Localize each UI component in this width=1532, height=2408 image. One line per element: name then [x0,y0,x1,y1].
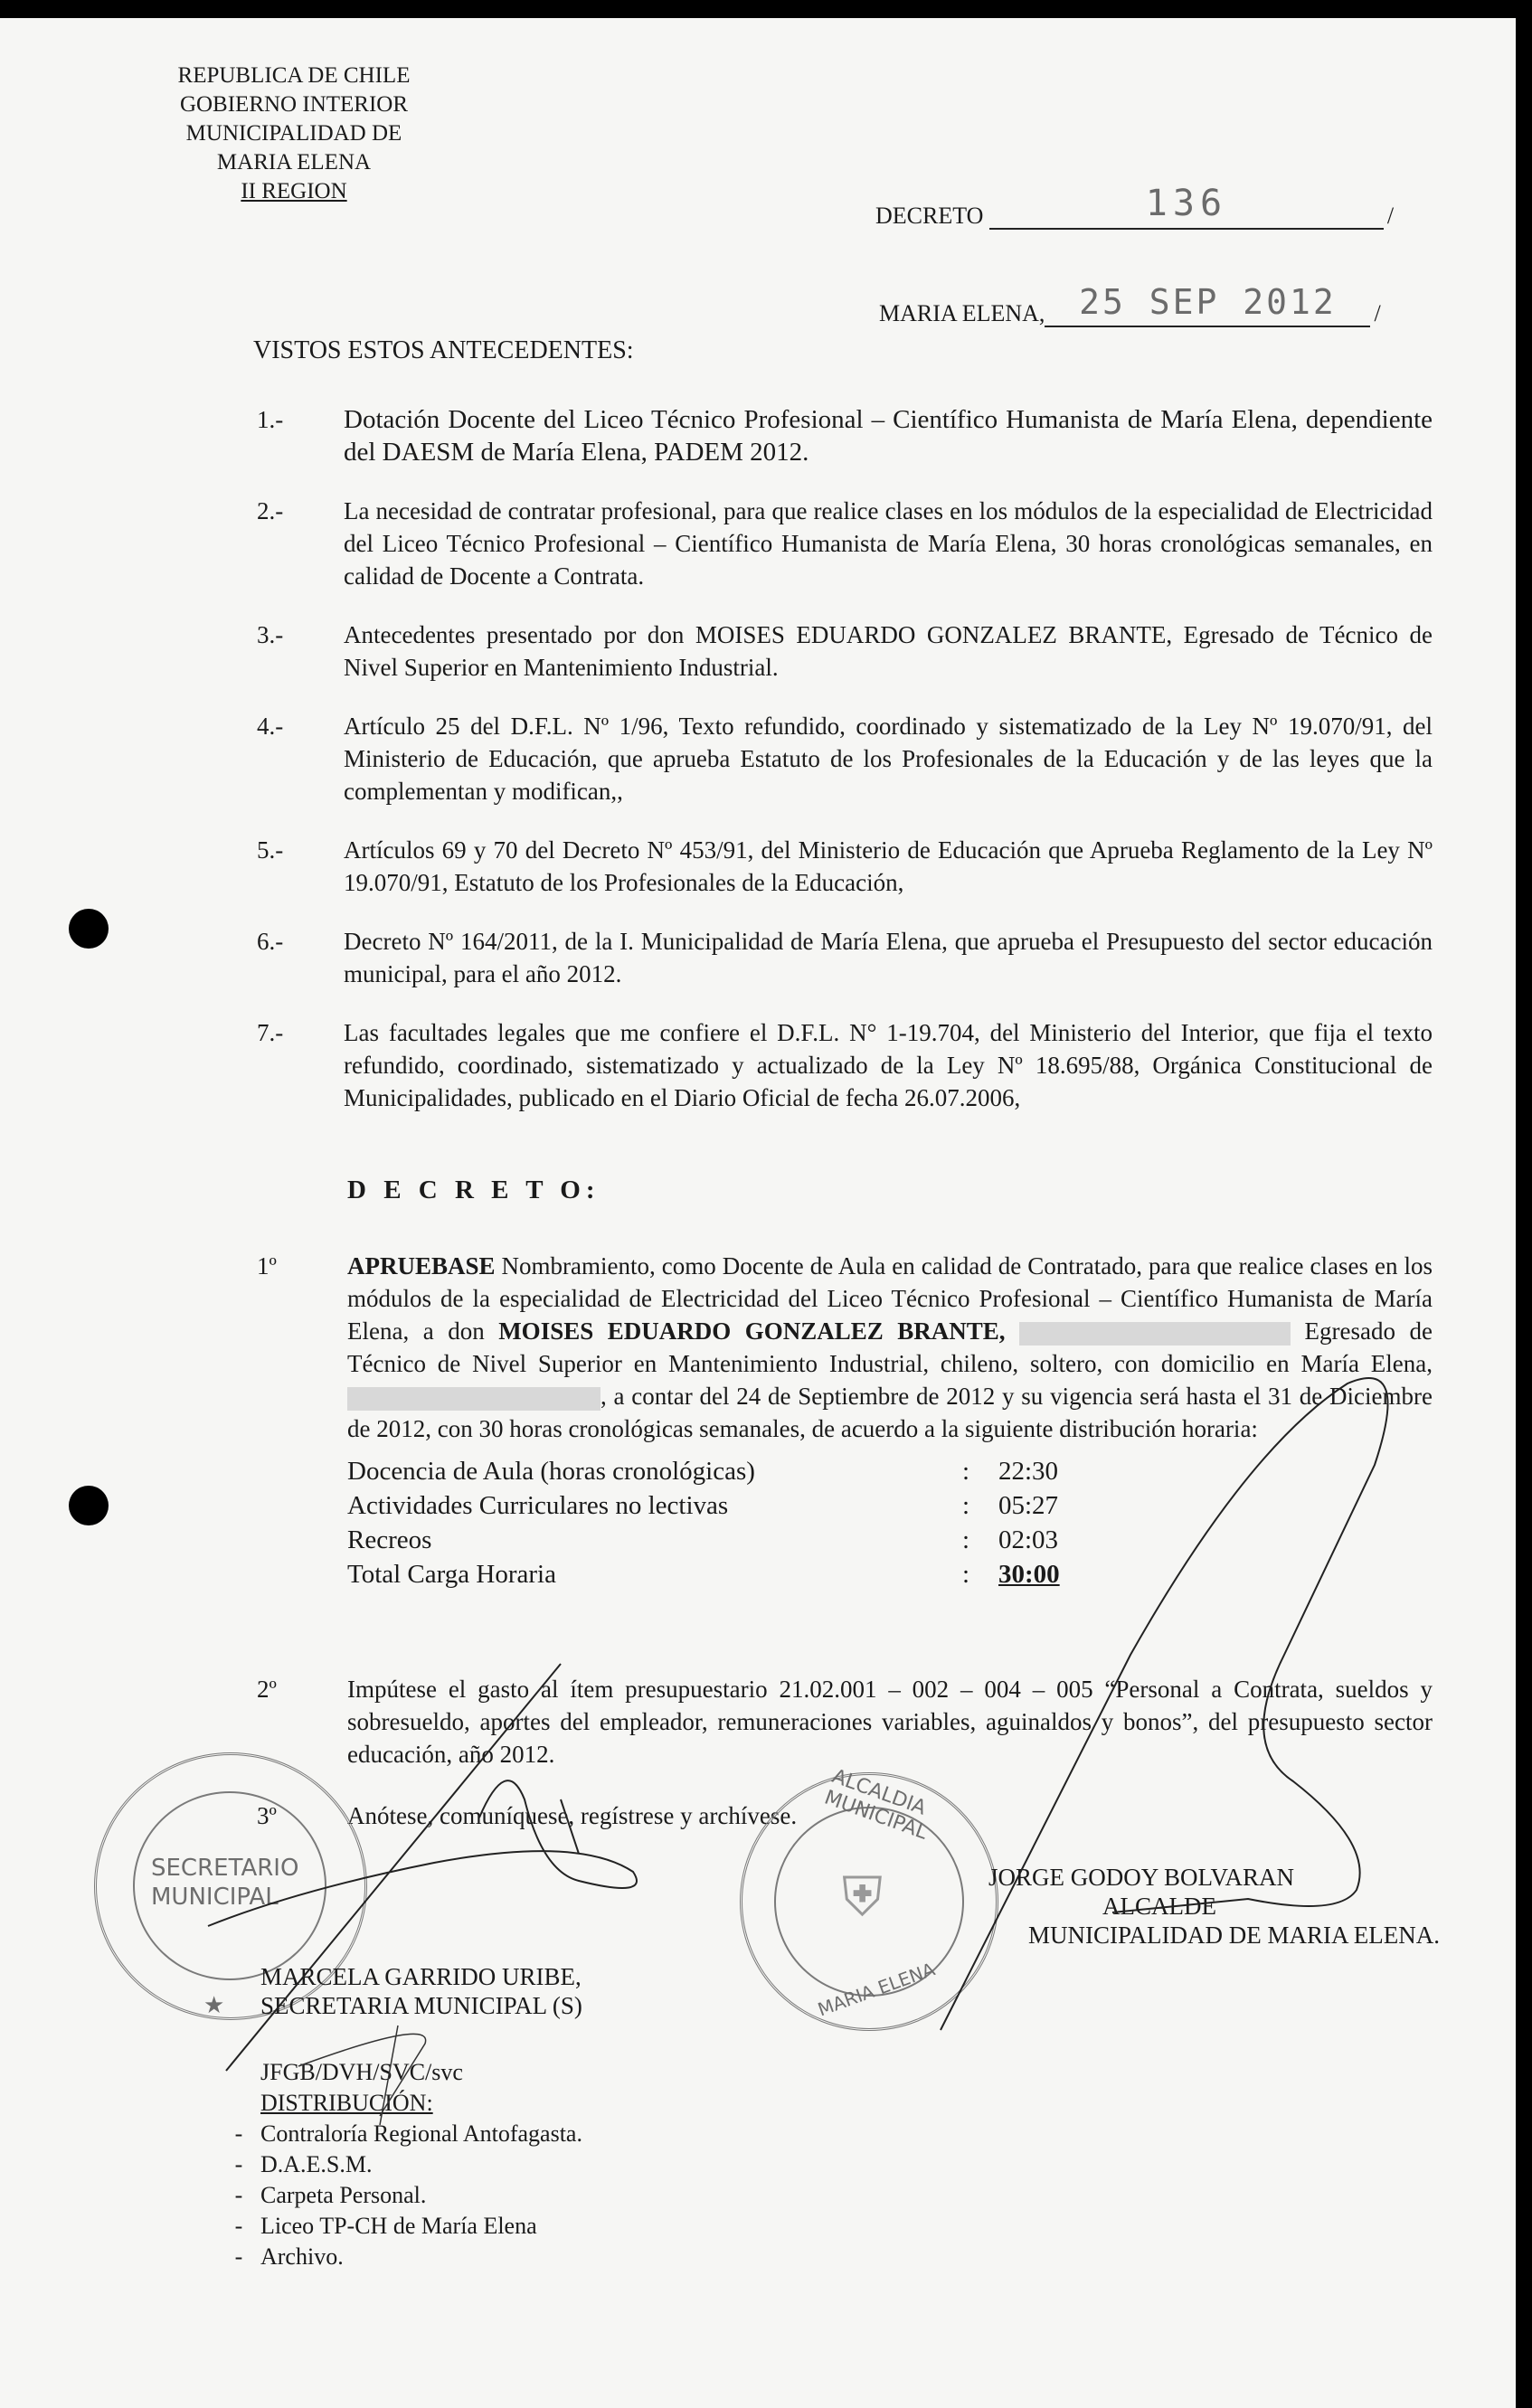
schedule-label: Actividades Curriculares no lectivas [347,1491,729,1520]
item-text: Artículo 25 del D.F.L. Nº 1/96, Texto refundido, coordinado y sistematizado de la Ley Nº 19.070/91, del Ministerio de Educación, que aprueba Estatuto de los Profesionales de la Educación y de las leyes que la complementan y modifican,, [344,713,1433,805]
secretary-signature-block [260,1962,582,2020]
schedule-separator: : [962,1457,970,1486]
antecedente-item [257,619,1433,684]
distribution-item [217,2119,582,2149]
resolution-text [347,1250,1433,1445]
schedule-row [347,1488,1060,1523]
distribution-item [217,2242,582,2272]
scan-right-border [1516,18,1532,2408]
mayor-name: JORGE GODOY BOLVARAN [988,1864,1295,1891]
date-stamp: 25 SEP 2012 [1079,282,1337,322]
bullet: - [234,2120,243,2147]
resolution-text-b: Egresado de Técnico de Nivel Superior en Mantenimiento Industrial, chileno, soltero, con domicilio en María Elena, [347,1317,1433,1377]
item-text: Decreto Nº 164/2011, de la I. Municipalidad de María Elena, que aprueba el Presupuesto del sector educación municipal, para el año 2012. [344,928,1433,987]
item-number: 4.- [257,713,284,740]
bullet: - [234,2151,243,2177]
item-number: 5.- [257,836,284,864]
distribution-item [217,2180,582,2211]
coat-of-arms-icon: ⛨ [842,1865,883,1929]
distribution-item-text: Carpeta Personal. [260,2182,427,2208]
seal-ring-text: MARIA ELENA [814,1958,938,2021]
schedule-label: Recreos [347,1525,432,1554]
schedule-separator: : [962,1525,970,1554]
schedule-separator: : [962,1560,970,1589]
resolution-number: 3º [257,1802,277,1829]
item-text: Las facultades legales que me confiere el D.F.L. N° 1-19.704, del Ministerio del Interior, que fija el texto refundido, coordinado, sistematizado y actualizado de la Ley Nº 18.695/88, Orgánica Constitucional de Municipalidades, publicado en el Diario Oficial de fecha 26.07.2006, [344,1019,1433,1111]
punch-hole [69,909,109,949]
schedule-label: Total Carga Horaria [347,1560,556,1589]
distribution-item-text: Liceo TP-CH de María Elena [260,2213,537,2239]
seal-center-text: SECRETARIO [151,1855,299,1882]
secretary-name: MARCELA GARRIDO URIBE, [260,1963,582,1990]
mayor-org: MUNICIPALIDAD DE MARIA ELENA. [1028,1922,1440,1949]
letterhead-line: REPUBLICA DE CHILE [177,63,411,88]
seal-ring-text: ALCALDIA MUNICIPAL [821,1765,931,1845]
schedule-row [347,1454,1060,1488]
antecedente-item [257,925,1433,990]
item-number: 3.- [257,621,284,648]
resolution-number: 2º [257,1676,277,1703]
decree-number-field [875,183,1395,230]
redacted-region [1019,1322,1291,1346]
bullet: - [234,2213,243,2239]
distribution-block [217,2057,582,2272]
item-text: Artículos 69 y 70 del Decreto Nº 453/91, del Ministerio de Educación que Aprueba Reglamento de la Ley Nº 19.070/91, Estatuto de los Profesionales de la Educación, [344,836,1433,896]
schedule-value: 22:30 [998,1457,1059,1486]
decreto-heading: D E C R E T O: [347,1176,601,1204]
item-text: La necesidad de contratar profesional, para que realice clases en los módulos de la especialidad de Electricidad del Liceo Técnico Profesional – Científico Humanista de María Elena, 30 horas cronológicas semanales, en calidad de Docente a Contrata. [344,497,1433,590]
distribution-item-text: Archivo. [260,2243,344,2270]
appointee-name: MOISES EDUARDO GONZALEZ BRANTE, [498,1317,1006,1345]
antecedentes-list [257,403,1433,1140]
field-terminator: / [1386,203,1395,229]
item-number: 2.- [257,497,284,524]
initials: JFGB/DVH/SVC/svc [260,2059,463,2085]
distribution-item-text: D.A.E.S.M. [260,2151,373,2177]
item-number: 6.- [257,928,284,955]
antecedente-item [257,710,1433,807]
date-field [879,282,1381,327]
schedule-separator: : [962,1491,970,1520]
scan-top-border [0,0,1532,18]
secretary-title: SECRETARIA MUNICIPAL (S) [260,1992,582,2019]
letterhead-line: MARIA ELENA [216,150,372,175]
item-text: Dotación Docente del Liceo Técnico Profesional – Científico Humanista de María Elena, dependiente del DAESM de María Elena, PADEM 2012. [344,405,1433,467]
schedule-value: 05:27 [998,1491,1059,1520]
resolution-text: Impútese el gasto al ítem presupuestario 21.02.001 – 002 – 004 – 005 “Personal a Contrata, sueldos y sobresueldo, aportes del empleador, remuneraciones variables, aguinaldos y bonos”, del presupuesto sector educación, año 2012. [347,1676,1433,1768]
antecedente-item [257,403,1433,468]
seal-center-text: MUNICIPAL [151,1884,279,1911]
letterhead-region: II REGION [241,179,347,203]
mayor-title: ALCALDE [1102,1893,1216,1920]
decree-label: DECRETO [875,203,984,229]
item-text: Antecedentes presentado por don MOISES EDUARDO GONZALEZ BRANTE, Egresado de Técnico de Nivel Superior en Mantenimiento Industrial. [344,621,1433,681]
field-terminator: / [1374,300,1381,326]
schedule-total-row [347,1557,1060,1591]
letterhead [136,61,452,206]
schedule-table [347,1454,1060,1591]
distribution-item [217,2211,582,2242]
schedule-row [347,1523,1060,1557]
bullet: - [234,2182,243,2208]
schedule-total-value: 30:00 [998,1560,1060,1589]
mayor-signature-block [951,1863,1440,1950]
resolution-number: 1º [257,1252,277,1280]
distribution-item-text: Contraloría Regional Antofagasta. [260,2120,582,2147]
decree-number-stamp: 136 [1145,183,1228,224]
distribution-heading: DISTRIBUCIÓN: [260,2090,433,2116]
antecedente-item [257,495,1433,592]
letterhead-line: MUNICIPALIDAD DE [185,121,402,146]
item-number: 7.- [257,1019,284,1046]
antecedente-item [257,834,1433,899]
resolution-text-a: Nombramiento, como Docente de Aula en calidad de Contratado, para que realice clases en los módulos de la especialidad de Electricidad del Liceo Técnico Profesional – Científico Humanista de María Elena, a don [347,1252,1433,1345]
resolution-text: Anótese, comuníquese, regístrese y archívese. [347,1802,798,1829]
redacted-region [347,1387,601,1411]
resolution-2 [257,1673,1433,1771]
item-number: 1.- [257,406,284,433]
place-label: MARIA ELENA, [879,300,1045,326]
schedule-value: 02:03 [998,1525,1059,1554]
star-icon: ★ [203,1992,225,2019]
vistos-heading: VISTOS ESTOS ANTECEDENTES: [253,336,634,364]
distribution-item [217,2149,582,2180]
resolution-text-c: , a contar del 24 de Septiembre de 2012 y su vigencia será hasta el 31 de Diciembre de 2012, con 30 horas cronológicas semanales, de acuerdo a la siguiente distribución horaria: [347,1383,1433,1442]
bullet: - [234,2243,243,2270]
schedule-label: Docencia de Aula (horas cronológicas) [347,1457,755,1486]
punch-hole [69,1486,109,1525]
letterhead-line: GOBIERNO INTERIOR [179,92,409,117]
resolution-1 [257,1250,1433,1445]
resolution-lead: APRUEBASE [347,1252,496,1280]
antecedente-item [257,1016,1433,1114]
